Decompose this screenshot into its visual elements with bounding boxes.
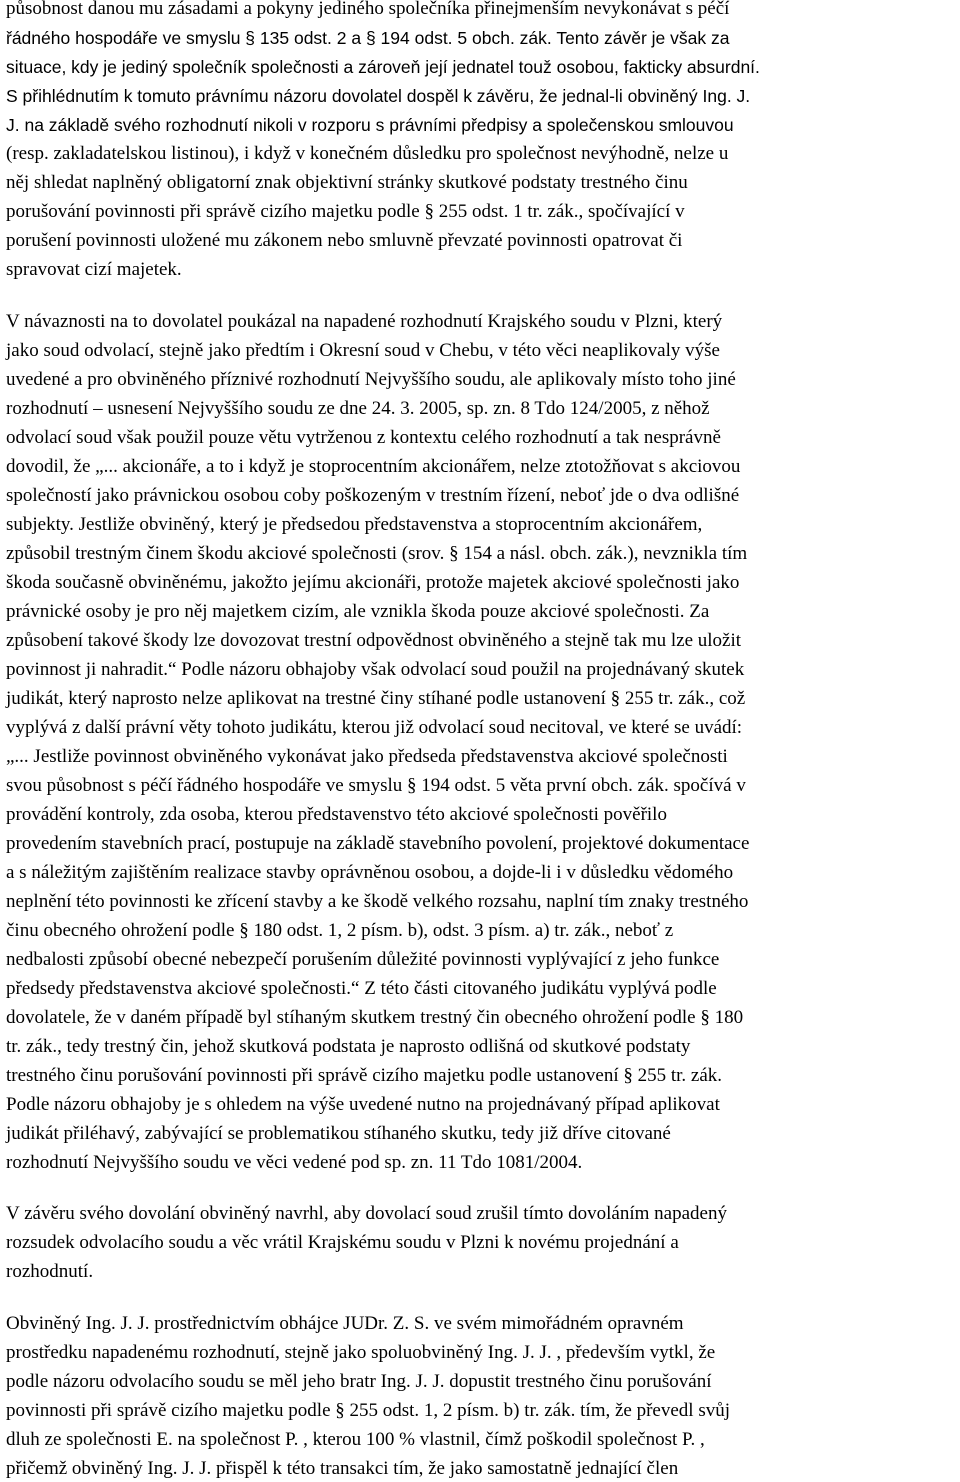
text-line: jako soud odvolací, stejně jako předtím i Okresní soud v Chebu, v této věci neaplikovaly výše (6, 340, 720, 361)
text-line: V závěru svého dovolání obviněný navrhl, aby dovolací soud zrušil tímto dovoláním napadený (6, 1203, 727, 1224)
text-line: společností jako právnickou osobou coby poškozeným v trestním řízení, neboť jde o dva odlišné (6, 485, 740, 506)
text-line: působnost danou mu zásadami a pokyny jediného společníka přinejmenším nevykonávat s péčí (6, 0, 730, 19)
text-line: J. na základě svého rozhodnutí nikoli v rozporu s právními předpisy a společenskou smlouvou (6, 115, 734, 135)
text-line: Obviněný Ing. J. J. prostřednictvím obhájce JUDr. Z. S. ve svém mimořádném opravném (6, 1313, 684, 1334)
text-line: podle názoru odvolacího soudu se měl jeho bratr Ing. J. J. dopustit trestného činu porušování (6, 1371, 712, 1392)
text-line: neplnění této povinnosti ke zřícení stavby a ke škodě velkého rozsahu, naplní tím znaky trestného (6, 891, 749, 912)
text-line: V návaznosti na to dovolatel poukázal na napadené rozhodnutí Krajského soudu v Plzni, který (6, 311, 723, 332)
text-line: řádného hospodáře ve smyslu § 135 odst. 2 a § 194 odst. 5 obch. zák. Tento závěr je však za (6, 28, 730, 48)
text-line: způsobení takové škody lze dovozovat trestní odpovědnost obviněného a stejně tak mu lze uložit (6, 630, 742, 651)
text-line: dovodil, že „... akcionáře, a to i když je stoprocentním akcionářem, nelze ztotožňovat s akciovou (6, 456, 741, 477)
text-line: něj shledat naplněný obligatorní znak objektivní stránky skutkové podstaty trestného činu (6, 172, 688, 193)
text-line: dovolatele, že v daném případě byl stíhaným skutkem trestný čin obecného ohrožení podle § 180 (6, 1007, 744, 1028)
text-line: subjekty. Jestliže obviněný, který je předsedou představenstva a stoprocentním akcionářem, (6, 514, 703, 535)
text-line: povinnosti při správě cizího majetku podle § 255 odst. 1, 2 písm. b) tr. zák. tím, že převedl svůj (6, 1400, 730, 1421)
text-line: činu obecného ohrožení podle § 180 odst. 1, 2 písm. b), odst. 3 písm. a) tr. zák., neboť z (6, 920, 674, 941)
text-line: svou působnost s péčí řádného hospodáře ve smyslu § 194 odst. 5 věta první obch. zák. spočívá v (6, 775, 746, 796)
text-line: vyplývá z další právní věty tohoto judikátu, kterou již odvolací soud necitoval, ve které se uvádí: (6, 717, 743, 738)
text-line: uvedené a pro obviněného příznivé rozhodnutí Nejvyššího soudu, ale aplikovaly místo toho jiné (6, 369, 736, 390)
text-line: právnické osoby je pro něj majetkem cizím, ale vznikla škoda pouze akciové společnosti. Za (6, 601, 710, 622)
text-line: Podle názoru obhajoby je s ohledem na výše uvedené nutno na projednávaný případ aplikovat (6, 1094, 720, 1115)
text-line: S přihlédnutím k tomuto právnímu názoru dovolatel dospěl k závěru, že jednal-li obviněný Ing. J. (6, 86, 751, 106)
text-line: „... Jestliže povinnost obviněného vykonávat jako předseda představenstva akciové společnosti (6, 746, 728, 767)
text-line: způsobil trestným činem škodu akciové společnosti (srov. § 154 a násl. obch. zák.), nevznikla tím (6, 543, 748, 564)
text-line: škoda současně obviněnému, jakožto jejímu akcionáři, protože majetek akciové společnosti jako (6, 572, 740, 593)
text-line: judikát, který naprosto nelze aplikovat na trestné činy stíhané podle ustanovení § 255 tr. zák., což (6, 688, 746, 709)
text-line: provedením stavebních prací, postupuje na základě stavebního povolení, projektové dokumentace (6, 833, 750, 854)
text-line: porušení povinnosti uložené mu zákonem nebo smluvně převzaté povinnosti opatrovat či (6, 230, 683, 251)
text-line: situace, kdy je jediný společník společnosti a zároveň její jednatel touž osobou, fakticky absurdní. (6, 57, 760, 77)
text-line: předsedy představenstva akciové společnosti.“ Z této části citovaného judikátu vyplývá podle (6, 978, 717, 999)
text-line: povinnost ji nahradit.“ Podle názoru obhajoby však odvolací soud použil na projednávaný skutek (6, 659, 745, 680)
text-line: dluh ze společnosti E. na společnost P. , kterou 100 % vlastnil, čímž poškodil společnost P. , (6, 1429, 705, 1450)
text-line: prostředku napadenému rozhodnutí, stejně jako spoluobviněný Ing. J. J. , především vytkl, že (6, 1342, 716, 1363)
text-line: spravovat cizí majetek. (6, 259, 182, 280)
text-line: odvolací soud však použil pouze větu vytrženou z kontextu celého rozhodnutí a tak nesprávně (6, 427, 721, 448)
text-line: rozhodnutí. (6, 1261, 94, 1282)
text-line: trestného činu porušování povinnosti při správě cizího majetku podle ustanovení § 255 tr. zák. (6, 1065, 723, 1086)
text-line: rozhodnutí – usnesení Nejvyššího soudu ze dne 24. 3. 2005, sp. zn. 8 Tdo 124/2005, z něhož (6, 398, 710, 419)
text-line: a s náležitým zajištěním realizace stavby oprávněnou osobou, a dojde-li i v důsledku vědomého (6, 862, 734, 883)
text-line: nedbalosti způsobí obecné nebezpečí porušením důležité povinnosti vyplývající z jeho funkce (6, 949, 720, 970)
text-line: rozsudek odvolacího soudu a věc vrátil Krajskému soudu v Plzni k novému projednání a (6, 1232, 679, 1253)
text-line: porušování povinnosti při správě cizího majetku podle § 255 odst. 1 tr. zák., spočívající v (6, 201, 685, 222)
text-line: judikát přiléhavý, zabývající se problematikou stíhaného skutku, tedy již dříve citované (6, 1123, 671, 1144)
text-line: provádění kontroly, zda osoba, kterou představenstvo této akciové společnosti pověřilo (6, 804, 667, 825)
text-line: přičemž obviněný Ing. J. J. přispěl k této transakci tím, že jako samostatně jednající člen (6, 1458, 679, 1479)
text-line: rozhodnutí Nejvyššího soudu ve věci vedené pod sp. zn. 11 Tdo 1081/2004. (6, 1152, 583, 1173)
text-line: (resp. zakladatelskou listinou), i když v konečném důsledku pro společnost nevýhodně, nelze u (6, 143, 729, 164)
text-line: tr. zák., tedy trestný čin, jehož skutková podstata je naprosto odlišná od skutkové podstaty (6, 1036, 691, 1057)
